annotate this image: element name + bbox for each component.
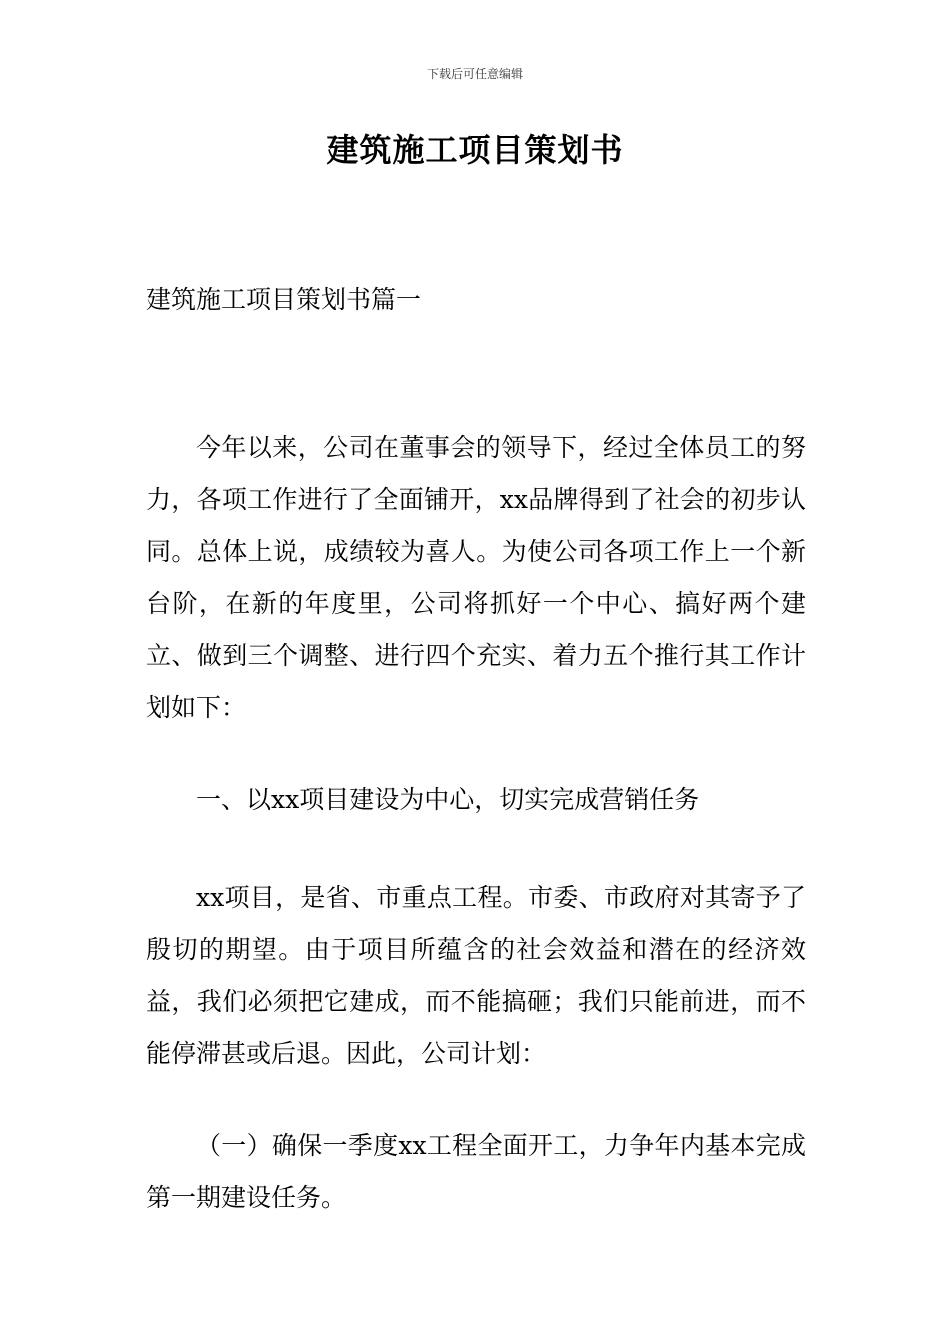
intro-paragraph: 今年以来，公司在董事会的领导下，经过全体员工的努力，各项工作进行了全面铺开，xx品牌得到了社会的初步认同。总体上说，成绩较为喜人。为使公司各项工作上一个新台阶，在新的年度里，公司将抓好一个中心、搞好两个建立、做到三个调整、进行四个充实、着力五个推行其工作计划如下： bbox=[146, 433, 806, 722]
item-one-paragraph: （一）确保一季度xx工程全面开工，力争年内基本完成第一期建设任务。 bbox=[146, 1131, 806, 1212]
subheading-one: 一、以xx项目建设为中心，切实完成营销任务 bbox=[196, 785, 700, 814]
header-note: 下载后可任意编辑 bbox=[426, 67, 523, 81]
project-paragraph: xx项目，是省、市重点工程。市委、市政府对其寄予了殷切的期望。由于项目所蕴含的社会效益和潜在的经济效益，我们必须把它建成，而不能搞砸；我们只能前进，而不能停滞甚或后退。因此，公司计划： bbox=[146, 883, 806, 1068]
section-heading: 建筑施工项目策划书篇一 bbox=[146, 285, 422, 314]
document-title: 建筑施工项目策划书 bbox=[326, 131, 624, 169]
